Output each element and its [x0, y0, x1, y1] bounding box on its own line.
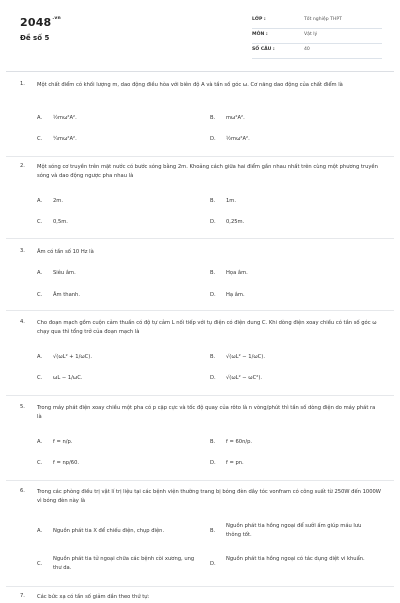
option-text: f = 60n/p. [226, 439, 253, 445]
logo-text: 2048 [20, 16, 52, 29]
option-key: C. [37, 375, 43, 381]
option-text: 0,25m. [226, 219, 245, 225]
option-text: Hạ âm. [226, 292, 245, 298]
option-text: ωL − 1/ωC. [53, 375, 83, 381]
meta-key: SỐ CÂU : [252, 47, 275, 52]
exam-title: Đề số 5 [20, 34, 50, 42]
option-key: A. [37, 439, 43, 445]
question-text: Cho đoạn mạch gồm cuộn cảm thuần có độ tự cảm L nối tiếp với tụ điện có điện dung C. Khi dòng điện xoay chiều có tần số góc ω chạy qua thì tổng trở của đoạn mạch là [37, 320, 377, 335]
option-key: A. [37, 354, 43, 360]
question-text: Một sóng cơ truyền trên mặt nước có bước sóng bằng 2m. Khoảng cách giữa hai điểm gần nhau nhất trên cùng một phương truyền sóng và dao động ngược pha nhau là [37, 164, 378, 179]
meta-value: Tốt nghiệp THPT [304, 17, 342, 22]
question-1 [20, 81, 382, 151]
option-text: Nguồn phát tia hồng ngoại để sưởi ấm giúp máu lưu thông tốt. [226, 523, 362, 538]
meta-row-class [252, 14, 382, 29]
option-key: B. [210, 198, 216, 204]
option-key: D. [210, 292, 216, 298]
option-key: C. [37, 561, 43, 567]
option-key: C. [37, 136, 43, 142]
question-text: Trong máy phát điện xoay chiều một pha có p cặp cực và tốc độ quay của rôto là n vòng/phút thì tần số dòng điện do máy phát ra là [37, 405, 376, 420]
option-text: Nguồn phát tia hồng ngoại có tác dụng diệt vi khuẩn. [226, 556, 365, 562]
question-text: Âm có tần số 10 Hz là [37, 249, 94, 255]
question-divider [6, 310, 394, 311]
option-text: ½mω²A². [226, 136, 250, 142]
question-number: 3. [20, 248, 25, 254]
option-text: Họa âm. [226, 270, 248, 276]
option-text: Siêu âm. [53, 270, 76, 276]
option-text: Nguồn phát tia X để chiếu điện, chụp điện. [53, 528, 165, 534]
option-text: ¼mω²A². [53, 136, 77, 142]
option-key: A. [37, 528, 43, 534]
meta-value: 40 [304, 47, 310, 52]
option-key: B. [210, 528, 216, 534]
option-text: 1m. [226, 198, 237, 204]
meta-row-subject [252, 29, 382, 44]
option-key: A. [37, 270, 43, 276]
option-text: √(ωL² − ωC²). [226, 375, 263, 381]
option-text: f = np/60. [53, 460, 80, 466]
logo-suffix: .vn [52, 16, 61, 21]
option-key: D. [210, 375, 216, 381]
option-text: 2m. [53, 198, 64, 204]
option-key: D. [210, 460, 216, 466]
option-text: ½mω²A². [53, 115, 77, 121]
meta-key: MÔN : [252, 32, 268, 37]
question-3 [20, 248, 382, 308]
option-text: √(ωL² − 1/ωC). [226, 354, 265, 360]
question-divider [6, 395, 394, 396]
option-text: √(ωL² + 1/ωC). [53, 354, 92, 360]
meta-key: LỚP : [252, 17, 266, 22]
site-logo[interactable] [20, 16, 61, 29]
option-text: f = n/p. [53, 439, 73, 445]
question-number: 5. [20, 404, 25, 410]
question-2 [20, 163, 382, 238]
question-divider [6, 156, 394, 157]
question-number: 2. [20, 163, 25, 169]
option-key: B. [210, 115, 216, 121]
option-key: C. [37, 292, 43, 298]
exam-header [20, 14, 382, 62]
option-key: B. [210, 270, 216, 276]
question-divider [6, 238, 394, 239]
question-text: Trong các phòng điều trị vật lí trị liệu tại các bệnh viện thường trang bị bóng đèn dây tóc vonfram có công suất từ 250W đến 1000W vì bóng đèn này là [37, 489, 381, 504]
option-key: A. [37, 198, 43, 204]
option-key: D. [210, 561, 216, 567]
option-key: A. [37, 115, 43, 121]
option-key: D. [210, 219, 216, 225]
exam-meta [252, 14, 382, 59]
option-text: Nguồn phát tia tử ngoại chữa các bệnh còi xương, ung thư da. [53, 556, 195, 571]
question-text: Một chất điểm có khối lượng m, dao động điều hòa với biên độ A và tần số góc ω. Cơ năng dao động của chất điểm là [37, 82, 343, 88]
question-number: 1. [20, 81, 25, 87]
question-divider [6, 586, 394, 587]
question-number: 4. [20, 319, 25, 325]
meta-row-count [252, 44, 382, 59]
option-key: C. [37, 219, 43, 225]
option-key: C. [37, 460, 43, 466]
question-number: 7. [20, 593, 25, 599]
option-text: f = pn. [226, 460, 244, 466]
option-key: B. [210, 439, 216, 445]
question-7 [20, 593, 382, 603]
option-text: 0,5m. [53, 219, 68, 225]
question-divider [6, 480, 394, 481]
question-4 [20, 319, 382, 389]
question-number: 6. [20, 488, 25, 494]
option-key: B. [210, 354, 216, 360]
question-5 [20, 404, 382, 474]
option-text: Âm thanh. [53, 292, 80, 298]
option-text: mω²A². [226, 115, 245, 121]
question-6 [20, 488, 382, 583]
question-text: Các bức xạ có tần số giảm dần theo thứ tự: [37, 594, 150, 600]
option-key: D. [210, 136, 216, 142]
meta-value: Vật lý [304, 32, 318, 37]
header-divider [6, 71, 394, 72]
